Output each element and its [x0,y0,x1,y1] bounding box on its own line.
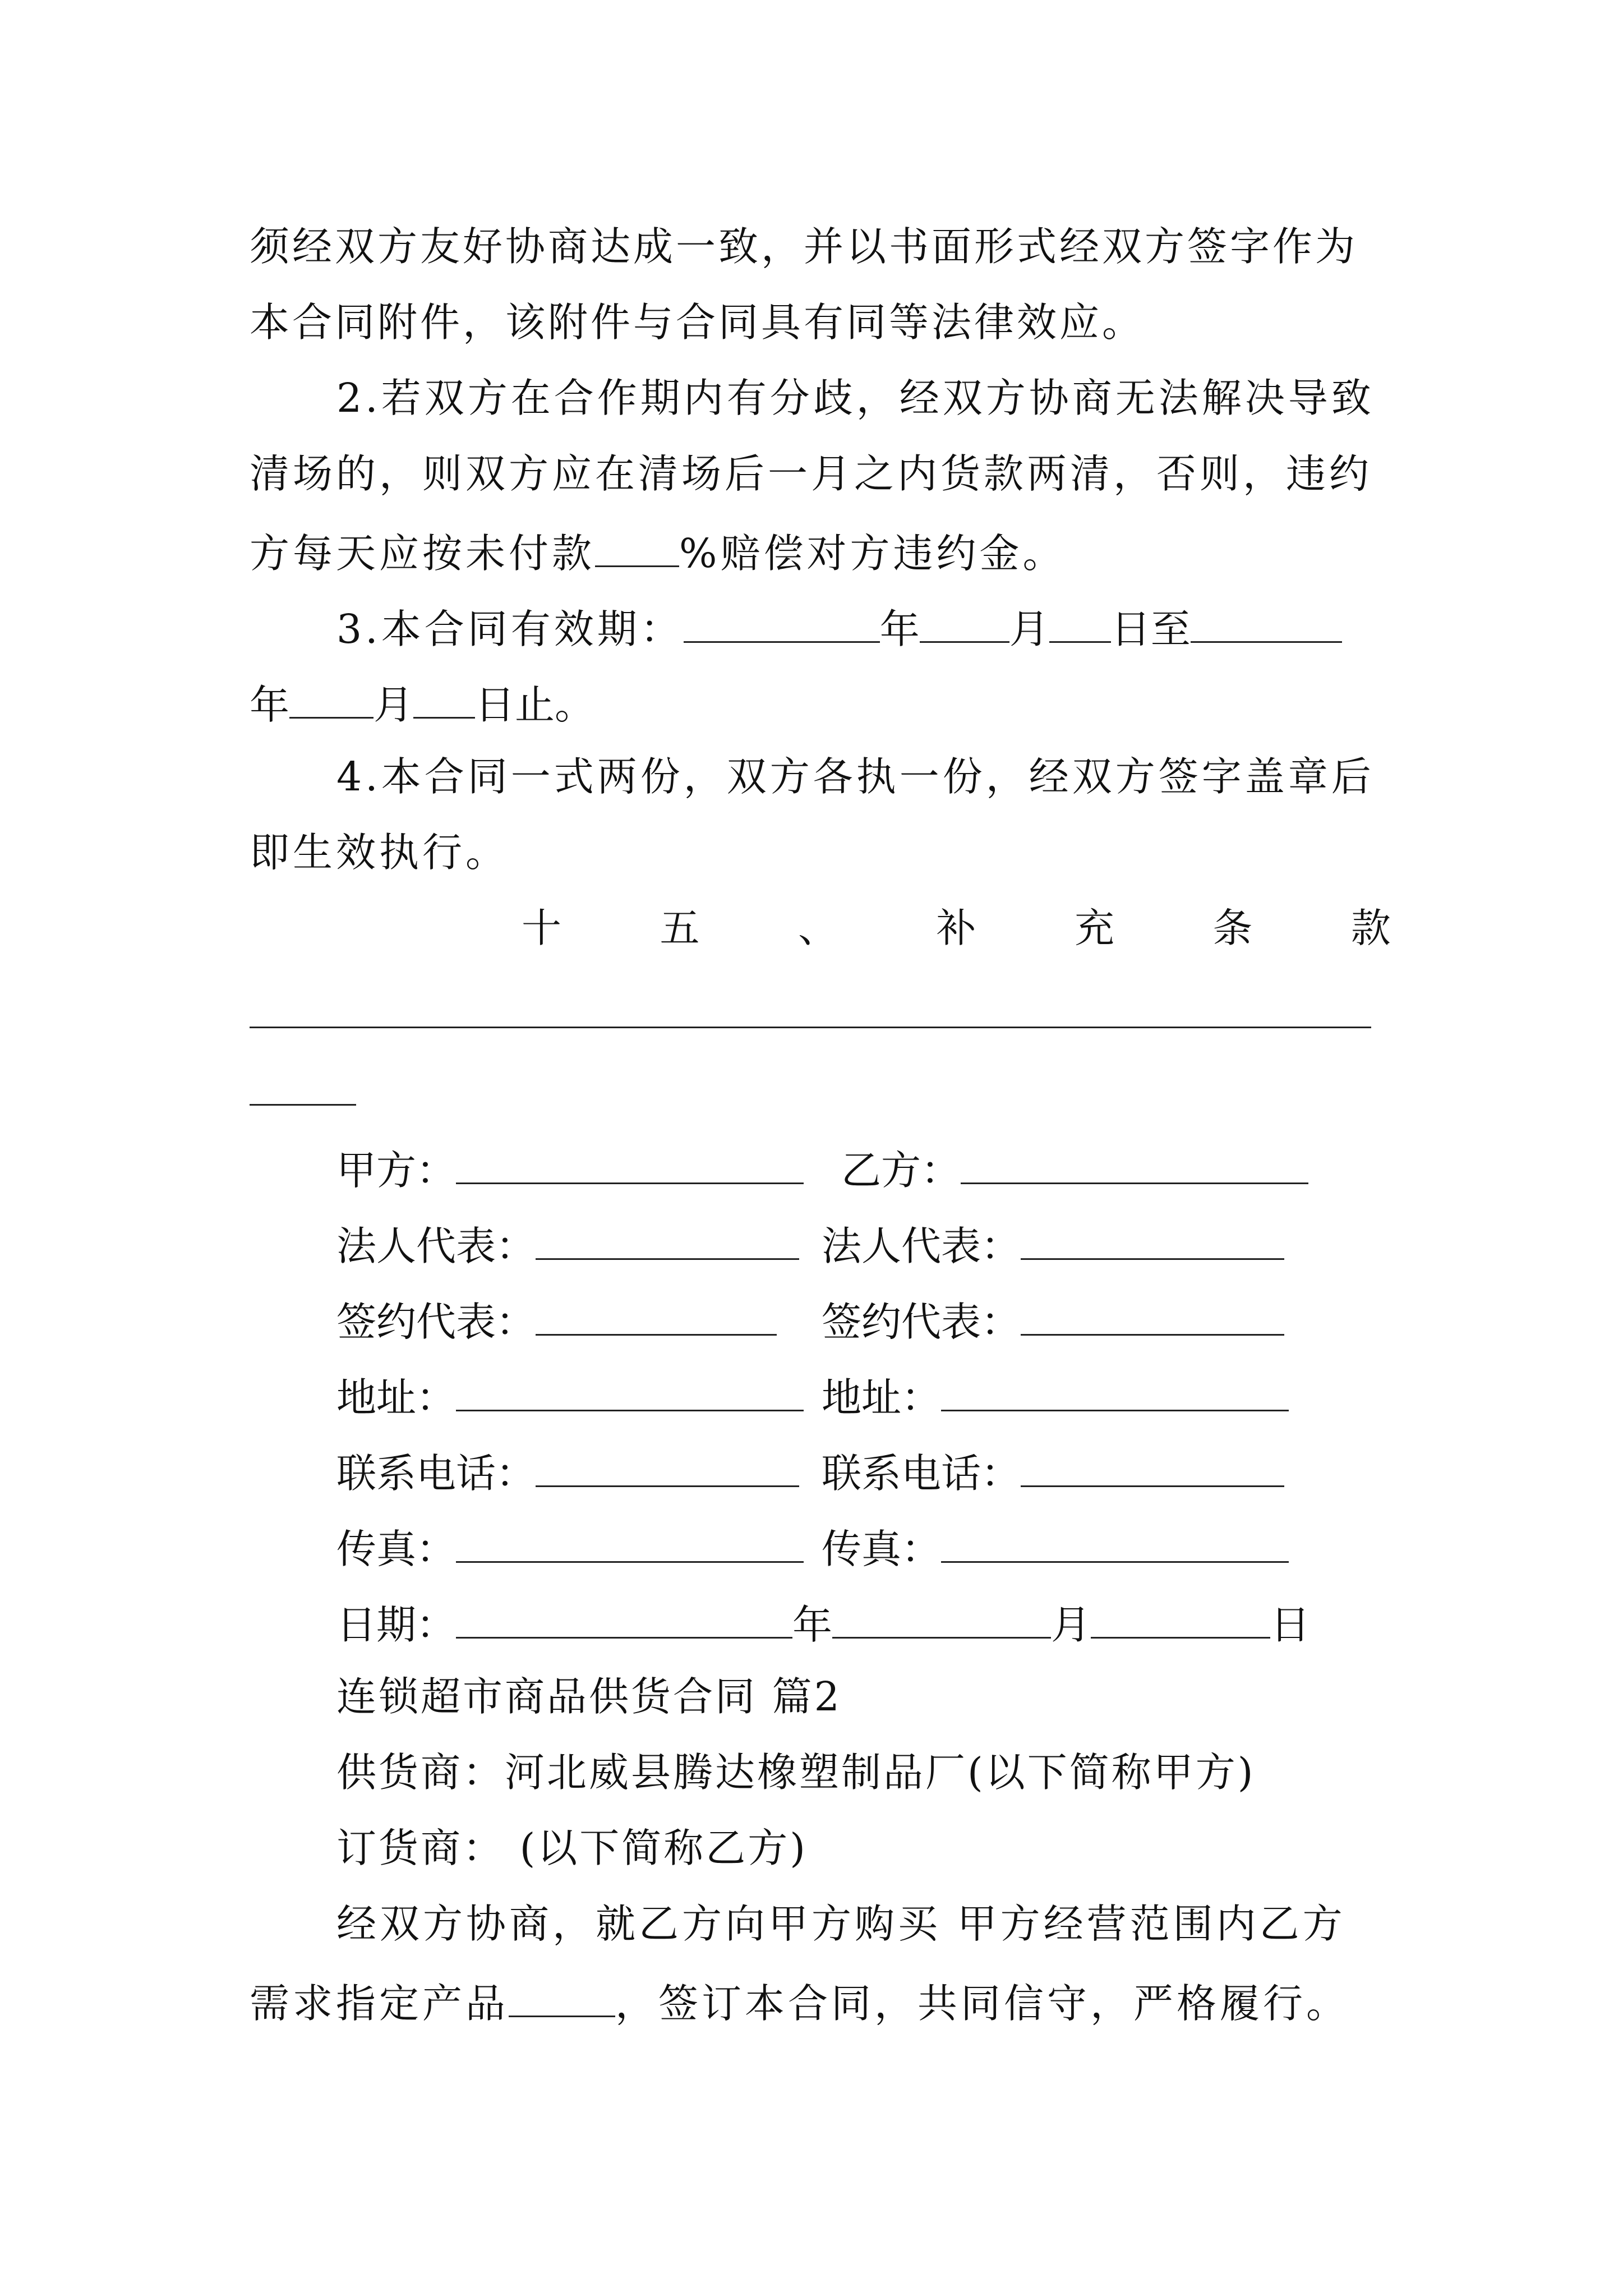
legal-rep-b-row [822,1214,1284,1274]
blank-field [1021,1214,1284,1260]
heading-char: 五 [660,905,700,951]
label: 日期： [336,1602,457,1648]
text: %赔偿对方违约金。 [679,530,1066,577]
text: ，签订本合同，共同信守，严格履行。 [615,1980,1350,2027]
legal-rep-a-row [336,1214,799,1274]
heading-char: 条 [1212,905,1253,951]
text: 3.本合同有效期： [336,606,684,652]
text: 2.若双方在合作期内有分歧，经双方协商无法解决导致 [336,375,1375,421]
blank-line [250,1027,1371,1028]
text: 月 [1009,606,1049,652]
blank-field [941,1517,1289,1563]
blank-field [920,597,1009,643]
label: 法人代表： [336,1223,536,1269]
text: 4.本合同一式两份，双方各执一份，经双方签字盖章后 [336,753,1375,800]
blank-field [456,1366,804,1411]
label: 签约代表： [336,1299,536,1345]
blank-field [1091,1593,1270,1639]
phone-b-row [822,1442,1284,1502]
blank-line [250,1104,356,1106]
buyer-line [336,1820,1478,1876]
label: 传真： [336,1526,457,1572]
blank-field [684,597,880,643]
address-a-row [336,1366,804,1426]
blank-field [289,673,374,719]
clause-4-line-1 [336,749,1391,805]
blank-field [832,1593,1051,1639]
text: 需求指定产品 [250,1980,509,2027]
text: 年 [792,1602,833,1648]
party-b-row [841,1139,1308,1199]
text: 日至 [1110,606,1191,652]
label: 乙方： [841,1147,961,1194]
signing-rep-b-row [822,1290,1284,1350]
heading-char: 补 [936,905,976,951]
blank-field [456,1139,804,1184]
blank-field [456,1593,792,1639]
blank-field [536,1290,777,1336]
text: 月 [374,682,414,728]
heading-char: 款 [1350,905,1391,951]
blank-field [536,1214,799,1260]
paragraph-line [250,219,1391,275]
phone-a-row [336,1442,799,1502]
date-row [336,1593,1310,1653]
label: 甲方： [336,1147,457,1194]
clause-3-line-2 [250,673,1391,729]
heading-char: 充 [1074,905,1114,951]
text: 订货商： (以下简称乙方) [336,1825,808,1871]
blank-field [1049,597,1111,643]
label: 地址： [822,1374,942,1421]
text: 经双方协商，就乙方向甲方购买 甲方经营范围内乙方 [336,1901,1346,1947]
clause-2-line-2 [250,446,1391,502]
text: 须经双方友好协商达成一致，并以书面形式经双方签字作为 [250,223,1358,270]
text: 日 [1270,1602,1311,1648]
text: 清场的，则双方应在清场后一月之内货款两清，否则，违约 [250,450,1373,497]
blank-field [1191,597,1342,643]
text: 年 [250,682,290,728]
signing-rep-a-row [336,1290,777,1350]
label: 联系电话： [336,1450,536,1497]
blank-field [413,673,475,719]
fax-a-row [336,1517,804,1577]
blank-field [595,522,679,567]
blank-field [961,1139,1308,1184]
heading-char: 、 [797,905,838,951]
blank-field [1021,1290,1284,1336]
text: 日止。 [475,682,595,728]
text: 本合同附件，该附件与合同具有同等法律效应。 [250,299,1145,346]
blank-field [536,1442,799,1487]
text: 年 [879,606,920,652]
blank-field [509,1972,615,2017]
clause-2-line-3 [250,522,1391,578]
intro-line-1 [336,1896,1391,1952]
label: 法人代表： [822,1223,1021,1269]
text: 方每天应按未付款 [250,530,596,577]
label: 联系电话： [822,1450,1021,1497]
contract-2-title [336,1669,1478,1725]
paragraph-line [250,295,1391,351]
heading-char: 十 [522,905,562,951]
address-b-row [822,1366,1289,1426]
blank-field [941,1366,1289,1411]
clause-2-line-1 [336,370,1391,426]
text: 月 [1051,1602,1091,1648]
label: 传真： [822,1526,942,1572]
text: 连锁超市商品供货合同 篇2 [336,1673,842,1720]
label: 签约代表： [822,1299,1021,1345]
intro-line-2 [250,1972,1391,2028]
blank-field [1021,1442,1284,1487]
clause-3-line-1 [336,597,1391,654]
label: 地址： [336,1374,457,1421]
fax-b-row [822,1517,1289,1577]
supplier-line [336,1745,1478,1801]
clause-4-line-2 [250,825,1391,881]
blank-field [456,1517,804,1563]
party-a-row [336,1139,804,1199]
text: 即生效执行。 [250,829,509,876]
text: 供货商：河北威县腾达橡塑制品厂(以下简称甲方) [336,1749,1256,1796]
section-heading [522,900,1391,956]
